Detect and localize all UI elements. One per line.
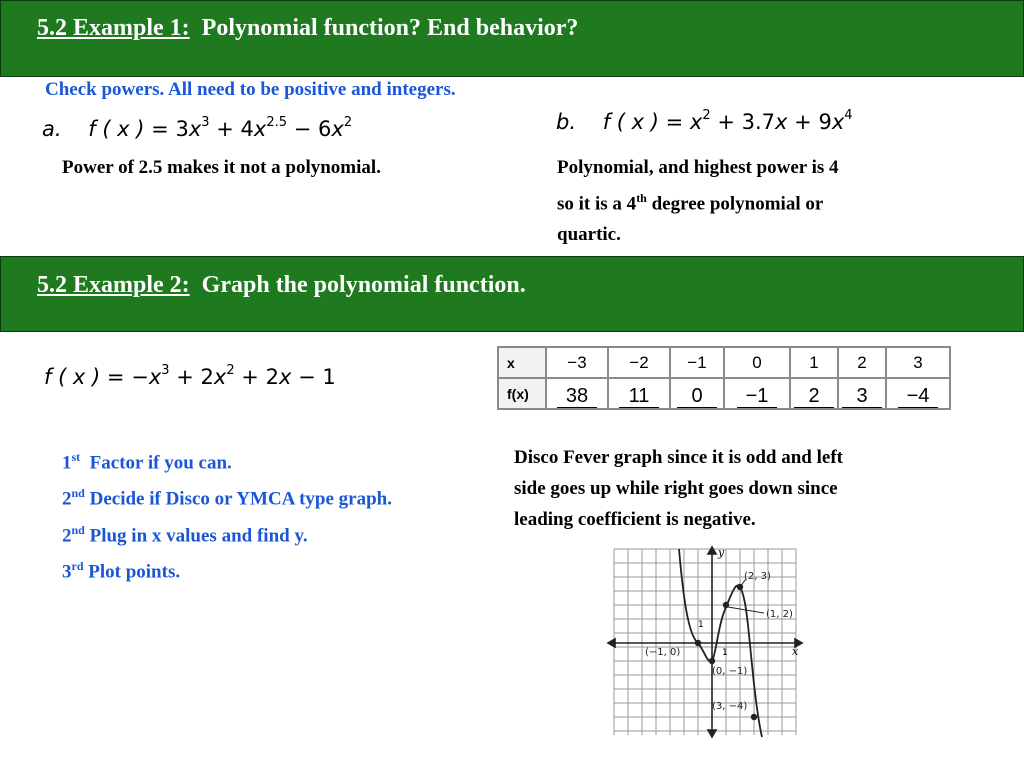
example2-exp1: 3: [161, 363, 170, 378]
example2-plus2: +: [241, 365, 259, 389]
example2-heading: [37, 272, 526, 299]
part-a-fx: f ( x ) =: [88, 117, 169, 141]
graph-axes: [608, 547, 802, 737]
example1-banner: [0, 0, 1024, 77]
fx-value-cell: [790, 378, 838, 409]
part-b-note-line2-pre: so it is a 4: [557, 193, 637, 215]
point-neg1-0: [695, 640, 701, 646]
fx-value: 38: [557, 385, 597, 408]
fx-value: 11: [619, 385, 659, 408]
polynomial-graph: [600, 545, 810, 740]
explanation-line: side goes up while right goes down since: [514, 478, 838, 499]
example2-exp2: 2: [226, 363, 235, 378]
example2-function: [44, 365, 336, 389]
fx-value: 2: [794, 385, 834, 408]
part-b-note-line2-sup: th: [636, 191, 647, 205]
step-item: [62, 442, 392, 478]
fx-header: f(x): [498, 378, 546, 409]
explanation: [514, 442, 843, 535]
x-value: 0: [724, 347, 790, 378]
example1-heading: [37, 15, 578, 42]
example1-title: Polynomial function? End behavior?: [201, 15, 579, 41]
values-table-fx-row: [498, 378, 950, 409]
x-value: 1: [790, 347, 838, 378]
fx-value: 0: [677, 385, 717, 408]
steps-list: [62, 442, 392, 587]
fx-value-cell: [670, 378, 724, 409]
step-text: Plot points.: [83, 561, 181, 583]
part-a-exp1: 3: [201, 115, 210, 130]
example2-neg: −: [131, 365, 149, 389]
part-b-note-line2: [557, 183, 839, 219]
part-a-equation: [42, 117, 352, 141]
step-suffix: rd: [71, 558, 84, 573]
fx-value-cell: [838, 378, 886, 409]
step-text: Decide if Disco or YMCA type graph.: [84, 488, 392, 510]
fx-value: 3: [842, 385, 882, 408]
part-b-var1: x: [689, 110, 703, 134]
x-tick-label: 1: [722, 648, 728, 658]
y-axis-label: y: [718, 546, 725, 559]
part-b-coef3: 9: [818, 110, 832, 134]
values-table: [497, 346, 951, 410]
step-text: Plug in x values and find y.: [84, 524, 308, 546]
part-b-note-line3: quartic.: [557, 224, 621, 246]
example2-coef3: 2: [265, 365, 279, 389]
example2-var1: x: [148, 365, 162, 389]
step-item: [62, 515, 392, 551]
fx-value-cell: [886, 378, 950, 409]
example1-instruction: Check powers. All need to be positive and integers.: [45, 79, 456, 100]
part-b-coef2: 3.7: [741, 110, 776, 134]
step-number: 1: [62, 452, 72, 474]
y-tick-label: 1: [698, 620, 704, 630]
part-b-exp1: 2: [702, 108, 711, 123]
part-a-exp2: 2.5: [266, 115, 288, 130]
x-value: −3: [546, 347, 608, 378]
example2-title: Graph the polynomial function.: [201, 272, 526, 298]
example1-label: 5.2 Example 1:: [37, 15, 190, 41]
part-a-minus: −: [293, 117, 312, 141]
example2-plus1: +: [176, 365, 194, 389]
fx-value-cell: [546, 378, 608, 409]
fx-value: −1: [737, 385, 777, 408]
example2-label: 5.2 Example 2:: [37, 272, 190, 298]
fx-value-cell: [724, 378, 790, 409]
example2-const: 1: [322, 365, 336, 389]
example2-coef2: 2: [200, 365, 214, 389]
x-value: 2: [838, 347, 886, 378]
example2-var2: x: [213, 365, 227, 389]
fx-value: −4: [898, 385, 938, 408]
part-b-exp3: 4: [844, 108, 853, 123]
part-b-var2: x: [775, 110, 788, 134]
values-table-x-row: [498, 347, 950, 378]
part-b-note-line2-post: degree polynomial or: [646, 193, 824, 215]
point-0-neg1: [709, 658, 715, 664]
part-a-label: a.: [42, 117, 62, 141]
example2-fx: f ( x ) =: [44, 365, 125, 389]
part-a-plus: +: [216, 117, 234, 141]
step-suffix: nd: [71, 486, 85, 501]
point-label: (3, −4): [712, 701, 748, 712]
part-a-coef2: 4: [240, 117, 254, 141]
part-b-fx: f ( x ) =: [602, 110, 684, 134]
explanation-line: Disco Fever graph since it is odd and left: [514, 447, 843, 468]
explanation-line: leading coefficient is negative.: [514, 509, 756, 530]
fx-value-cell: [608, 378, 670, 409]
x-value: −1: [670, 347, 724, 378]
step-text: Factor if you can.: [80, 452, 232, 474]
part-a-exp3: 2: [343, 115, 353, 130]
x-header: x: [498, 347, 546, 378]
part-b-plus2: +: [794, 110, 812, 134]
example2-var3: x: [278, 365, 292, 389]
part-b-plus1: +: [717, 110, 735, 134]
step-number: 2: [62, 488, 72, 510]
part-b-label: b.: [556, 110, 577, 134]
step-suffix: st: [71, 450, 81, 464]
step-suffix: nd: [71, 522, 85, 537]
point-label: (−1, 0): [645, 647, 681, 658]
point-3-neg4: [751, 714, 757, 720]
part-b-note: [557, 152, 839, 250]
part-b-equation: [556, 110, 853, 134]
part-a-coef3: 6: [318, 117, 332, 141]
part-a-var2: x: [253, 117, 267, 141]
part-b-note-line1: Polynomial, and highest power is 4: [557, 157, 839, 178]
step-number: 2: [62, 524, 72, 546]
point-label: (2, 3): [744, 571, 771, 582]
example2-banner: [0, 256, 1024, 332]
part-a-var3: x: [331, 117, 344, 141]
x-value: 3: [886, 347, 950, 378]
part-a-coef1: 3: [175, 117, 189, 141]
step-item: [62, 478, 392, 514]
x-value: −2: [608, 347, 670, 378]
step-item: [62, 551, 392, 587]
point-label: (0, −1): [712, 666, 748, 677]
part-b-var3: x: [831, 110, 845, 134]
part-a-note: Power of 2.5 makes it not a polynomial.: [62, 157, 381, 178]
x-axis-label: x: [792, 645, 799, 658]
point-label: (1, 2): [766, 609, 793, 620]
part-a-var1: x: [188, 117, 202, 141]
example2-minus: −: [298, 365, 316, 389]
step-number: 3: [62, 561, 72, 583]
